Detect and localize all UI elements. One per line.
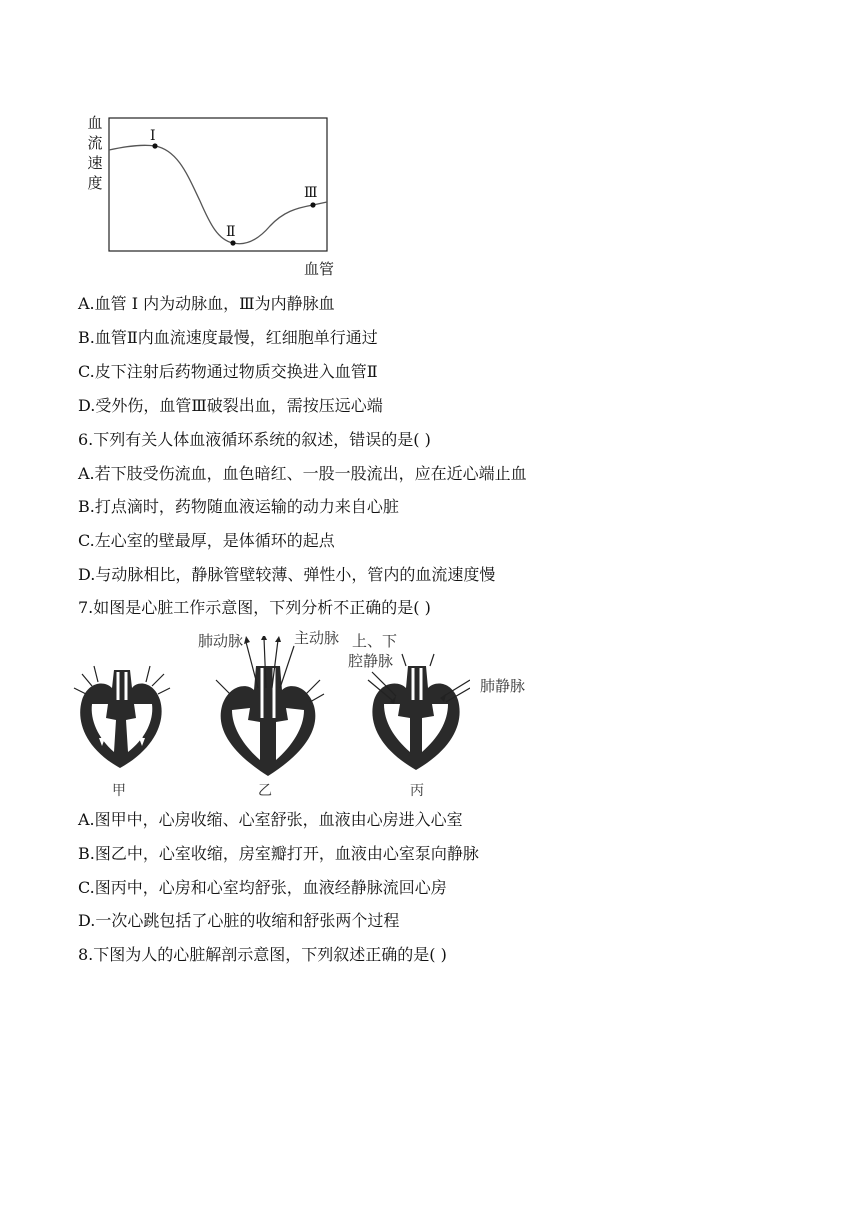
heart-diagram-jia <box>72 660 172 772</box>
x-axis-label: 血管 <box>304 260 335 278</box>
q6-option-a: A.若下肢受伤流血，血色暗红、一股一股流出，应在近心端止血 <box>78 464 527 483</box>
q7-option-c: C.图丙中，心房和心室均舒张，血液经静脉流回心房 <box>78 878 447 897</box>
point-ii-marker <box>230 240 235 245</box>
q7-option-b: B.图乙中，心室收缩，房室瓣打开，血液由心室泵向静脉 <box>78 844 479 863</box>
graph-plot <box>108 116 330 254</box>
q8-stem: 8.下图为人的心脏解剖示意图，下列叙述正确的是( ) <box>78 945 447 964</box>
q5-option-a: A.血管 I 内为动脉血，Ⅲ为内静脉血 <box>78 294 335 313</box>
q7-option-a: A.图甲中，心房收缩、心室舒张，血液由心房进入心室 <box>78 810 463 829</box>
caption-jia: 甲 <box>112 783 126 799</box>
q7-option-d: D.一次心跳包括了心脏的收缩和舒张两个过程 <box>78 911 400 930</box>
point-iii-marker <box>310 202 315 207</box>
label-aorta: 主动脉 <box>294 629 340 647</box>
heart-diagram-yi <box>210 636 330 778</box>
y-axis-label-char: 血 <box>87 114 103 132</box>
point-i-marker <box>152 143 157 148</box>
graph-frame <box>109 118 327 251</box>
caption-yi: 乙 <box>258 783 272 799</box>
y-axis-label-char: 速 <box>87 154 103 172</box>
q7-stem: 7.如图是心脏工作示意图，下列分析不正确的是( ) <box>78 598 431 617</box>
point-i-label: I <box>150 128 156 144</box>
label-pulmonary-artery: 肺动脉 <box>198 632 244 650</box>
q5-option-b: B.血管Ⅱ内血流速度最慢，红细胞单行通过 <box>78 328 378 347</box>
heart-diagram-bing <box>366 652 470 772</box>
point-iii-label: Ⅲ <box>304 185 318 201</box>
q6-option-b: B.打点滴时，药物随血液运输的动力来自心脏 <box>78 497 399 516</box>
q6-option-d: D.与动脉相比，静脉管壁较薄、弹性小，管内的血流速度慢 <box>78 565 496 584</box>
label-vena-cava-line2: 腔静脉 <box>348 652 394 670</box>
label-vena-cava-line1: 上、下 <box>352 632 398 650</box>
caption-bing: 丙 <box>410 783 424 799</box>
velocity-curve <box>109 145 327 244</box>
q5-option-d: D.受外伤，血管Ⅲ破裂出血，需按压远心端 <box>78 396 383 415</box>
q6-option-c: C.左心室的壁最厚，是体循环的起点 <box>78 531 335 550</box>
y-axis-label-char: 流 <box>87 134 103 152</box>
q5-option-c: C.皮下注射后药物通过物质交换进入血管Ⅱ <box>78 362 378 381</box>
y-axis-label-char: 度 <box>87 174 103 192</box>
point-ii-label: Ⅱ <box>226 224 236 240</box>
label-pulmonary-vein: 肺静脉 <box>480 677 526 695</box>
q6-stem: 6.下列有关人体血液循环系统的叙述，错误的是( ) <box>78 430 431 449</box>
